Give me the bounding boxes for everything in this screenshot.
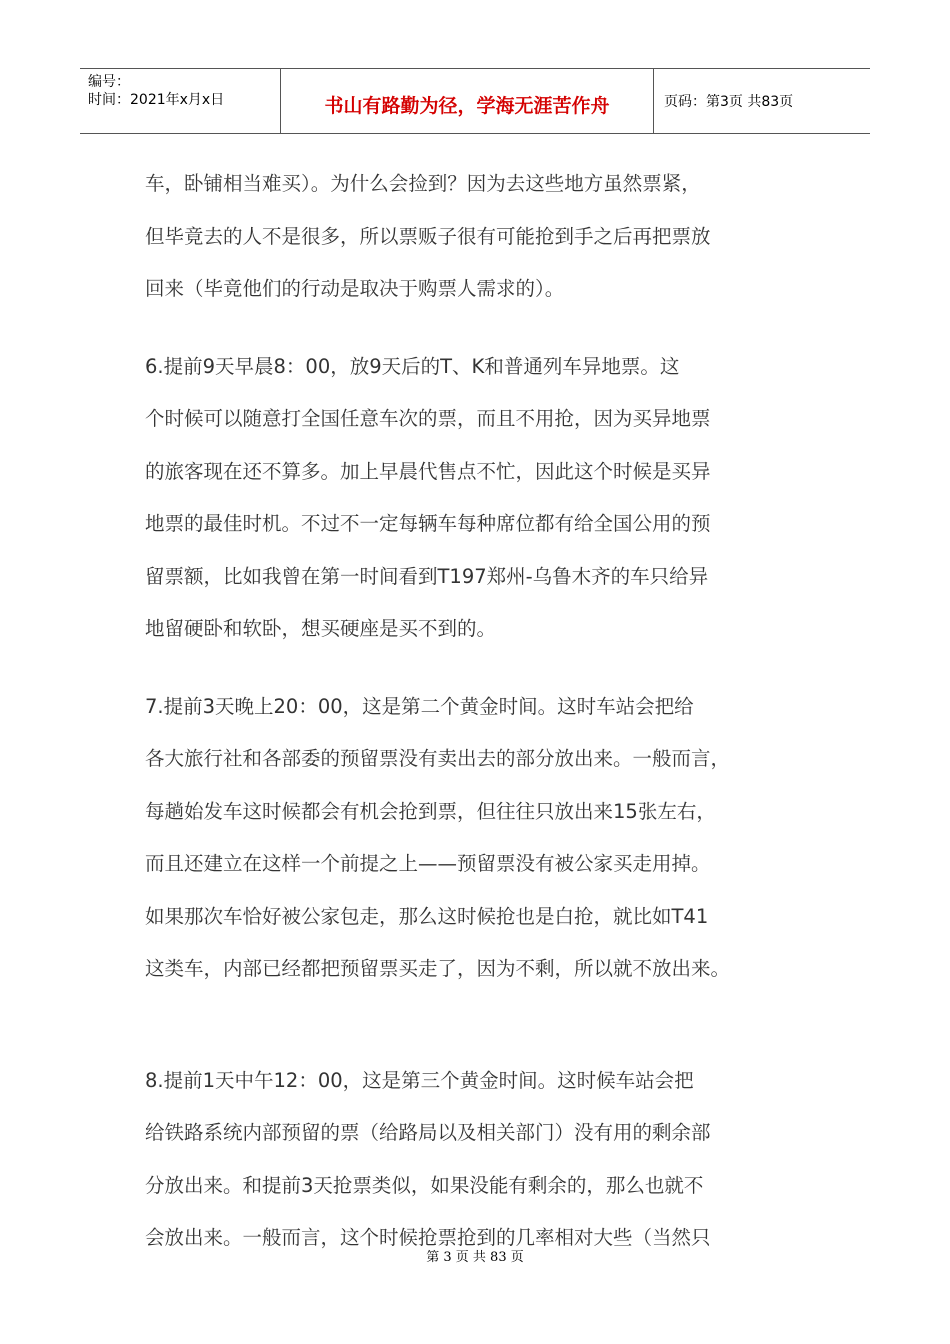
header-page-code: 页码：第3页 共83页 bbox=[664, 94, 794, 110]
paragraph-item-7: 7.提前3天晚上20：00，这是第二个黄金时间。这时车站会把给 各大旅行社和各部委的预留票没有卖出去的部分放出来。一般而言， 每趟始发车这时候都会有机会抢到票，但往往只放出来15张左右， 而且还建立在这样一个前提之上——预留票没有被公家买走用掉。 如果那次车恰好被公家包走，那么这时候抢也是白抢，就比如T41 这类车，内部已经都把预留票买走了，因为不剩，所以就不放出来。 bbox=[145, 694, 731, 980]
header-meta bbox=[80, 69, 281, 133]
paragraph-item-6: 6.提前9天早晨8：00，放9天后的T、K和普通列车异地票。这 个时候可以随意打全国任意车次的票，而且不用抢，因为买异地票 的旅客现在还不算多。加上早晨代售点不忙，因此这个时候是买异 地票的最佳时机。不过不一定每辆车每种席位都有给全国公用的预 留票额，比如我曾在第一时间看到T197郑州-乌鲁木齐的车只给异 地留硬卧和软卧，想买硬座是买不到的。 bbox=[145, 354, 711, 640]
document-body bbox=[145, 158, 815, 1290]
document-time-label: 时间：2021年x月x日 bbox=[88, 92, 225, 108]
paragraph-continuation: 车，卧铺相当难买）。为什么会捡到？因为去这些地方虽然票紧， 但毕竟去的人不是很多，所以票贩子很有可能抢到手之后再把票放 回来（毕竟他们的行动是取决于购票人需求的）。 bbox=[145, 172, 711, 300]
page-footer: 第 3 页 共 83 页 bbox=[426, 1250, 524, 1265]
page-header bbox=[80, 68, 870, 134]
header-motto: 书山有路勤为径，学海无涯苦作舟 bbox=[281, 69, 654, 133]
document-number-label: 编号： bbox=[88, 74, 130, 90]
paragraph-item-8: 8.提前1天中午12：00，这是第三个黄金时间。这时候车站会把 给铁路系统内部预留的票（给路局以及相关部门）没有用的剩余部 分放出来。和提前3天抢票类似，如果没能有剩余的，那么也就不 会放出来。一般而言，这个时候抢票抢到的几率相对大些（当然只 bbox=[145, 1068, 711, 1249]
